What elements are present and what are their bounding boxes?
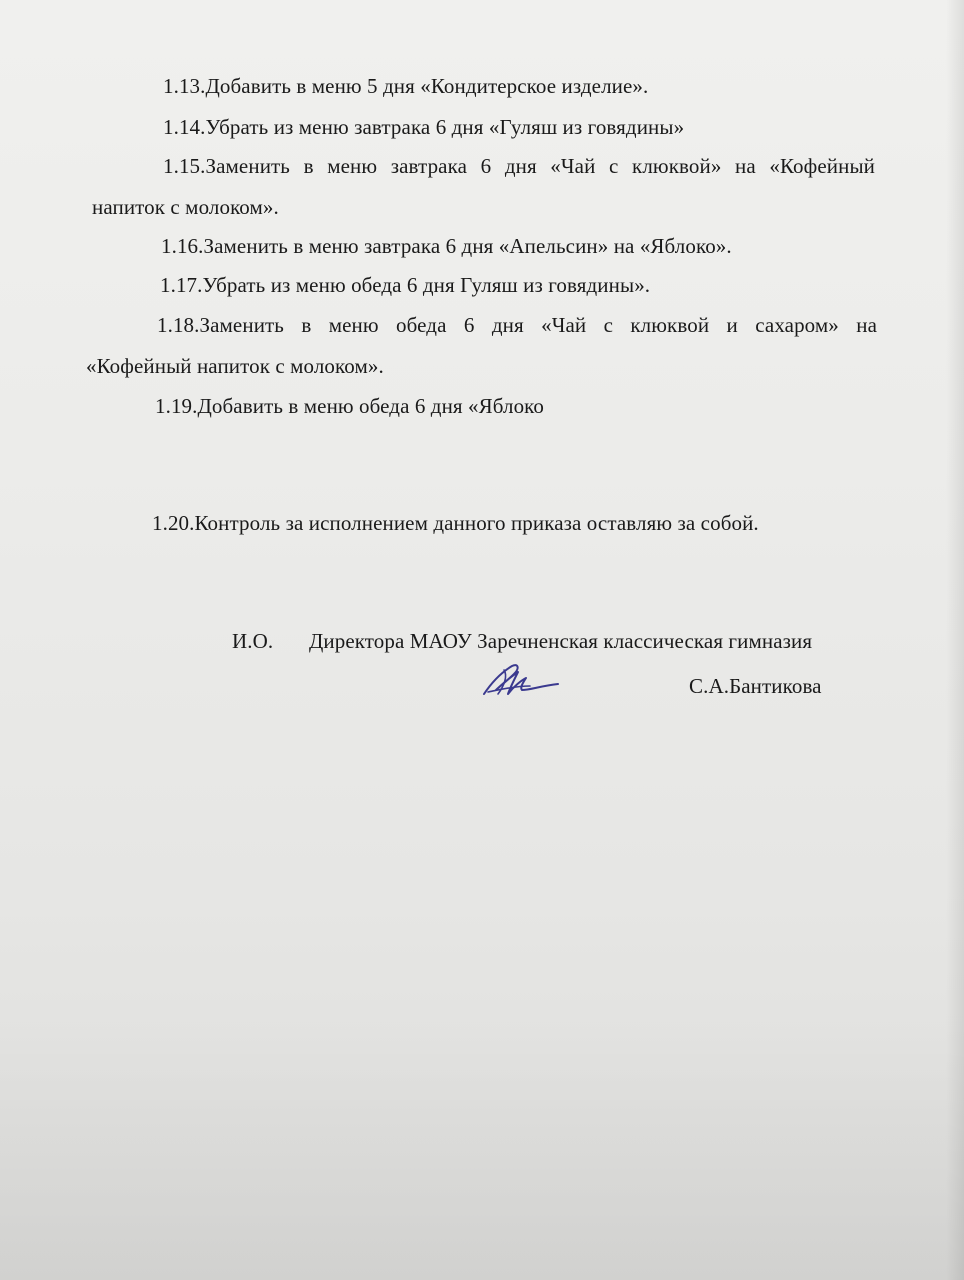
item-number: 1.18.	[157, 313, 200, 337]
item-number: 1.13.	[163, 74, 206, 98]
item-number: 1.15.	[163, 154, 206, 178]
item-number: 1.14.	[163, 115, 206, 139]
signature-name: С.А.Бантикова	[689, 674, 822, 698]
signature-prefix: И.О.	[232, 629, 274, 653]
handwritten-signature	[474, 656, 566, 702]
item-1-20	[152, 510, 759, 536]
item-text: Убрать из меню завтрака 6 дня «Гуляш из говядины»	[205, 115, 685, 139]
item-1-17	[160, 272, 650, 298]
item-text: Добавить в меню 5 дня «Кондитерское изделие».	[205, 74, 649, 98]
item-1-18	[157, 312, 877, 338]
item-text: Контроль за исполнением данного приказа оставляю за собой.	[194, 511, 759, 535]
item-number: 1.20.	[152, 511, 195, 535]
item-1-19	[155, 393, 544, 419]
paper-shadow-bottom	[0, 1020, 964, 1280]
item-continuation-text: напиток с молоком».	[92, 195, 279, 219]
item-1-14	[163, 114, 684, 140]
item-text: Заменить в меню завтрака 6 дня «Чай с клюквой» на «Кофейный	[205, 154, 875, 178]
item-text: Заменить в меню обеда 6 дня «Чай с клюквой и сахаром» на	[199, 313, 877, 337]
item-1-15	[163, 153, 875, 179]
item-1-18-continuation	[86, 353, 384, 379]
item-text: Убрать из меню обеда 6 дня Гуляш из говядины».	[202, 273, 651, 297]
item-number: 1.17.	[160, 273, 203, 297]
item-1-15-continuation	[92, 194, 279, 220]
item-1-13	[163, 73, 648, 99]
item-1-16	[161, 233, 732, 259]
item-text: Добавить в меню обеда 6 дня «Яблоко	[197, 394, 545, 418]
item-number: 1.16.	[161, 234, 204, 258]
item-continuation-text: «Кофейный напиток с молоком».	[86, 354, 384, 378]
item-number: 1.19.	[155, 394, 198, 418]
item-text: Заменить в меню завтрака 6 дня «Апельсин» на «Яблоко».	[203, 234, 732, 258]
signature-title: Директора МАОУ Заречненская классическая гимназия	[309, 629, 813, 653]
